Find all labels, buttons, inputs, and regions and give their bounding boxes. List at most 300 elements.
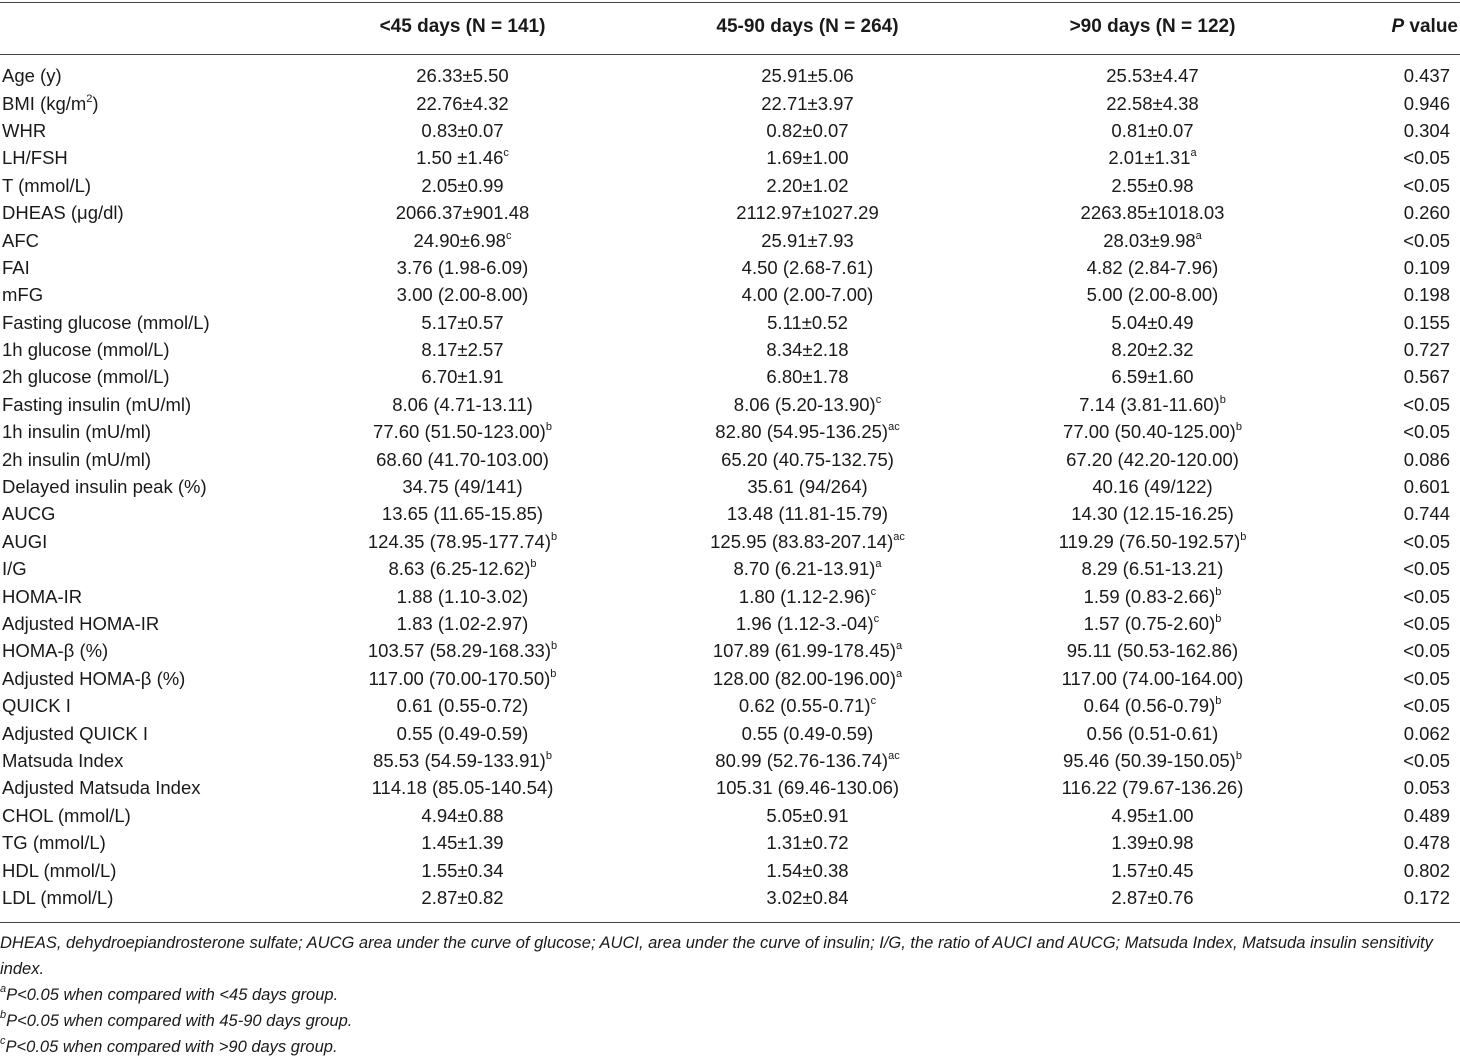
row-label (0, 281, 290, 308)
value-text: 5.05±0.91 (766, 804, 849, 826)
row-label-text: mFG (2, 284, 44, 306)
group3-value (980, 473, 1325, 500)
group2-value (635, 802, 980, 829)
row-label-text: DHEAS (μg/dl) (2, 202, 124, 224)
value-text: 128.00 (82.00-196.00) (712, 667, 896, 689)
group1-value (290, 54, 635, 89)
value-text: 124.35 (78.95-177.74) (367, 530, 551, 552)
value-text: 4.94±0.88 (421, 804, 504, 826)
value-text: 1.31±0.72 (766, 832, 849, 854)
value-text: 117.00 (70.00-170.50) (368, 667, 551, 689)
table-row (0, 363, 1460, 390)
group1-value (290, 172, 635, 199)
table-row (0, 500, 1460, 527)
value-text: 1.50 ±1.46 (416, 147, 504, 169)
footnote-mark: c (0, 1035, 6, 1047)
row-label (0, 555, 290, 582)
value-text: 8.29 (6.51-13.21) (1081, 558, 1224, 580)
row-label (0, 528, 290, 555)
p-value: 0.802 (1403, 859, 1450, 881)
table-row (0, 281, 1460, 308)
p-value: <0.05 (1403, 640, 1450, 662)
significance-mark: c (875, 393, 882, 406)
row-label-text: Adjusted HOMA-IR (2, 613, 160, 634)
header-group1: <45 days (N = 141) (379, 16, 546, 37)
row-label-text: Adjusted HOMA-β (%) (2, 667, 186, 689)
row-label (0, 117, 290, 144)
significance-mark: a (1190, 147, 1197, 160)
value-text: 125.95 (83.83-207.14) (710, 530, 894, 552)
group3-value (980, 884, 1325, 911)
value-text: 5.00 (2.00-8.00) (1086, 284, 1219, 306)
value-text: 34.75 (49/141) (402, 476, 523, 498)
value-text: 22.58±4.38 (1106, 92, 1199, 114)
row-label-text: LDL (mmol/L) (2, 886, 114, 908)
label-suffix: ) (92, 92, 99, 114)
group2-value (635, 391, 980, 418)
value-text: 95.46 (50.39-150.05) (1063, 749, 1236, 771)
row-label-text: T (mmol/L) (2, 174, 92, 196)
table-row (0, 747, 1460, 774)
value-text: 3.00 (2.00-8.00) (396, 284, 529, 306)
value-text: 1.39±0.98 (1111, 832, 1194, 854)
significance-mark: b (1235, 421, 1242, 434)
row-label-text: Fasting glucose (mmol/L) (2, 311, 210, 333)
footnote-mark: b (0, 1009, 7, 1021)
table-row (0, 54, 1460, 89)
value-text: 3.76 (1.98-6.09) (396, 256, 529, 278)
group2-value (635, 445, 980, 472)
row-label-text: 2h glucose (mmol/L) (2, 366, 170, 388)
p-value: 0.062 (1403, 722, 1450, 744)
value-text: 80.99 (52.76-136.74) (715, 749, 889, 771)
value-text: 14.30 (12.15-16.25) (1071, 503, 1234, 525)
value-text: 6.80±1.78 (766, 366, 849, 388)
value-text: 8.17±2.57 (421, 339, 504, 361)
value-text: 67.20 (42.20-120.00) (1066, 448, 1239, 470)
value-text: 95.11 (50.53-162.86) (1066, 640, 1239, 662)
row-label (0, 884, 290, 911)
row-label (0, 254, 290, 281)
group2-value (635, 884, 980, 911)
group3-value (980, 254, 1325, 281)
table-row (0, 226, 1460, 253)
p-value: 0.155 (1403, 311, 1450, 333)
p-value: <0.05 (1403, 147, 1450, 169)
value-text: 5.11±0.52 (767, 311, 848, 333)
row-label-text: Adjusted Matsuda Index (2, 777, 201, 799)
significance-mark: ac (893, 530, 905, 543)
value-text: 0.55 (0.49-0.59) (741, 722, 874, 744)
group3-value (980, 281, 1325, 308)
table-row (0, 473, 1460, 500)
p-value: <0.05 (1403, 421, 1450, 443)
table-row (0, 528, 1460, 555)
value-text: 8.34±2.18 (766, 339, 849, 361)
row-label-text: Matsuda Index (2, 749, 124, 771)
value-text: 8.06 (5.20-13.90) (733, 393, 876, 415)
significance-mark: b (1235, 749, 1242, 762)
value-text: 4.82 (2.84-7.96) (1086, 256, 1219, 278)
value-text: 6.59±1.60 (1111, 366, 1194, 388)
value-text: 2.01±1.31 (1108, 147, 1191, 169)
p-value: 0.601 (1403, 476, 1450, 498)
group3-value (980, 309, 1325, 336)
value-text: 7.14 (3.81-11.60) (1079, 393, 1220, 415)
table-row (0, 445, 1460, 472)
row-label (0, 54, 290, 89)
group1-value (290, 473, 635, 500)
row-label (0, 500, 290, 527)
group3-value (980, 418, 1325, 445)
value-text: 25.91±7.93 (761, 229, 854, 251)
p-value: <0.05 (1403, 585, 1450, 607)
table-row (0, 144, 1460, 171)
row-label-text: 1h glucose (mmol/L) (2, 339, 170, 361)
row-label-text: Delayed insulin peak (%) (2, 476, 207, 498)
significance-mark: c (503, 147, 509, 160)
row-label (0, 226, 290, 253)
group2-value (635, 665, 980, 692)
group3-value (980, 582, 1325, 609)
group1-value (290, 774, 635, 801)
value-text: 2263.85±1018.03 (1080, 202, 1225, 224)
p-value: 0.567 (1403, 366, 1450, 388)
value-text: 82.80 (54.95-136.25) (715, 421, 889, 443)
value-text: 2066.37±901.48 (395, 202, 530, 224)
group2-value (635, 473, 980, 500)
row-label-text: LH/FSH (2, 147, 68, 169)
value-text: 68.60 (41.70-103.00) (376, 448, 549, 470)
row-label-text: FAI (2, 256, 30, 278)
group1-value (290, 281, 635, 308)
group3-value (980, 199, 1325, 226)
value-text: 13.48 (11.81-15.79) (726, 503, 889, 525)
header-group3: >90 days (N = 122) (1069, 16, 1236, 37)
group3-value (980, 856, 1325, 883)
row-label (0, 336, 290, 363)
group3-value (980, 226, 1325, 253)
group3-value (980, 719, 1325, 746)
significance-mark: b (1240, 530, 1247, 543)
p-value: <0.05 (1403, 695, 1450, 717)
group3-value (980, 363, 1325, 390)
value-text: 0.83±0.07 (421, 119, 504, 141)
footnote-text: P<0.05 when compared with >90 days group. (5, 1038, 338, 1056)
group3-value (980, 802, 1325, 829)
row-label (0, 418, 290, 445)
value-text: 2.87±0.76 (1111, 886, 1194, 908)
group1-value (290, 254, 635, 281)
value-text: 5.17±0.57 (421, 311, 504, 333)
row-label (0, 391, 290, 418)
footnote-abbreviations: DHEAS, dehydroepiandrosterone sulfate; AUCG area under the curve of glucose; AUCI, area under the curve of insulin; I/G, the ratio of AUCI and AUCG; Matsuda Index, Matsuda insulin sensitivity index. (0, 934, 1433, 978)
significance-mark: a (895, 640, 903, 653)
value-text: 26.33±5.50 (416, 65, 509, 87)
value-text: 8.70 (6.21-13.91) (733, 558, 876, 580)
group2-value (635, 336, 980, 363)
group1-value (290, 144, 635, 171)
row-label (0, 747, 290, 774)
significance-mark: c (505, 229, 512, 242)
table-row (0, 637, 1460, 664)
p-value: <0.05 (1403, 174, 1450, 196)
p-value: <0.05 (1403, 667, 1450, 689)
value-text: 103.57 (58.29-168.33) (367, 640, 551, 662)
group1-value (290, 637, 635, 664)
significance-mark: a (1195, 229, 1202, 242)
p-value: <0.05 (1403, 229, 1450, 251)
group2-value (635, 747, 980, 774)
p-suffix: value (1404, 16, 1458, 37)
value-text: 2.05±0.99 (421, 174, 504, 196)
table-row (0, 719, 1460, 746)
p-value: 0.489 (1403, 804, 1450, 826)
group2-value (635, 637, 980, 664)
value-text: 0.81±0.07 (1111, 119, 1194, 141)
group1-value (290, 418, 635, 445)
row-label-text: Fasting insulin (mU/ml) (2, 393, 192, 415)
row-label-text: 1h insulin (mU/ml) (2, 421, 152, 443)
value-text: 117.00 (74.00-164.00) (1061, 667, 1244, 689)
p-value: 0.086 (1403, 448, 1450, 470)
group1-value (290, 336, 635, 363)
label-superscript: 2 (86, 92, 93, 105)
footnote-text: P<0.05 when compared with 45-90 days group. (6, 1012, 353, 1030)
value-text: 107.89 (61.99-178.45) (712, 640, 896, 662)
value-text: 8.20±2.32 (1111, 339, 1194, 361)
group1-value (290, 665, 635, 692)
group1-value (290, 802, 635, 829)
group2-value (635, 89, 980, 116)
row-label-text: AFC (2, 229, 39, 251)
value-text: 24.90±6.98 (413, 229, 506, 251)
group2-value (635, 500, 980, 527)
row-label-text: HOMA-IR (2, 585, 83, 607)
value-text: 0.62 (0.55-0.71) (738, 695, 871, 717)
value-text: 1.88 (1.10-3.02) (396, 585, 529, 607)
value-text: 0.56 (0.51-0.61) (1086, 722, 1219, 744)
group2-value (635, 363, 980, 390)
row-label (0, 692, 290, 719)
value-text: 1.83 (1.02-2.97) (396, 613, 529, 634)
group2-value (635, 199, 980, 226)
value-text: 116.22 (79.67-136.26) (1061, 777, 1244, 799)
value-text: 0.55 (0.49-0.59) (396, 722, 529, 744)
p-value: 0.198 (1403, 284, 1450, 306)
footnote-a (0, 982, 1460, 1008)
group2-value (635, 692, 980, 719)
header-group2: 45-90 days (N = 264) (716, 16, 899, 37)
group3-value (980, 747, 1325, 774)
significance-mark: a (895, 667, 903, 680)
value-text: 5.04±0.49 (1111, 311, 1194, 333)
table-row (0, 555, 1460, 582)
p-value: 0.109 (1403, 256, 1450, 278)
significance-mark: b (1215, 613, 1222, 625)
p-value: <0.05 (1403, 749, 1450, 771)
group3-value (980, 391, 1325, 418)
group1-value (290, 445, 635, 472)
p-value: 0.304 (1403, 119, 1450, 141)
p-value: 0.437 (1403, 65, 1450, 87)
p-value: <0.05 (1403, 613, 1450, 634)
group2-value (635, 856, 980, 883)
value-text: 0.82±0.07 (766, 119, 849, 141)
row-label-text: 2h insulin (mU/ml) (2, 448, 152, 470)
group1-value (290, 692, 635, 719)
group1-value (290, 856, 635, 883)
group2-value (635, 144, 980, 171)
group2-value (635, 309, 980, 336)
table-row (0, 774, 1460, 801)
value-text: 2.20±1.02 (766, 174, 849, 196)
row-label (0, 309, 290, 336)
group3-value (980, 54, 1325, 89)
value-text: 65.20 (40.75-132.75) (721, 448, 894, 470)
group3-value (980, 172, 1325, 199)
row-label (0, 172, 290, 199)
value-text: 1.57 (0.75-2.60) (1083, 613, 1216, 634)
significance-mark: b (550, 667, 557, 680)
row-label (0, 829, 290, 856)
row-label (0, 89, 290, 116)
group1-value (290, 391, 635, 418)
p-value: 0.727 (1403, 339, 1450, 361)
value-text: 114.18 (85.05-140.54) (371, 777, 554, 799)
footnote-b (0, 1008, 1460, 1034)
value-text: 1.57±0.45 (1111, 859, 1194, 881)
significance-mark: b (550, 640, 558, 653)
p-letter: P (1391, 16, 1405, 37)
group3-value (980, 692, 1325, 719)
footnotes (0, 930, 1460, 1060)
bottom-rule (0, 922, 1460, 923)
header-row (0, 0, 1460, 54)
value-text: 6.70±1.91 (421, 366, 504, 388)
value-text: 22.71±3.97 (761, 92, 854, 114)
value-text: 0.64 (0.56-0.79) (1083, 695, 1216, 717)
group3-value (980, 117, 1325, 144)
significance-mark: c (870, 695, 877, 708)
value-text: 3.02±0.84 (766, 886, 849, 908)
group1-value (290, 829, 635, 856)
group3-value (980, 610, 1325, 637)
table-row (0, 692, 1460, 719)
value-text: 1.45±1.39 (421, 832, 504, 854)
value-text: 13.65 (11.65-15.85) (381, 503, 544, 525)
table-row (0, 391, 1460, 418)
table-row (0, 884, 1460, 911)
value-text: 2112.97±1027.29 (736, 202, 879, 224)
group1-value (290, 555, 635, 582)
table-row (0, 829, 1460, 856)
group2-value (635, 226, 980, 253)
footnote-mark: a (0, 983, 7, 995)
table-row (0, 89, 1460, 116)
significance-mark: b (1215, 695, 1222, 708)
group3-value (980, 637, 1325, 664)
table-row (0, 856, 1460, 883)
group3-value (980, 144, 1325, 171)
group3-value (980, 829, 1325, 856)
group3-value (980, 336, 1325, 363)
header-p-value (1325, 0, 1460, 54)
table-body (0, 54, 1460, 911)
significance-mark: b (1215, 585, 1222, 598)
group2-value (635, 774, 980, 801)
group3-value (980, 774, 1325, 801)
group1-value (290, 719, 635, 746)
row-label (0, 856, 290, 883)
significance-mark: b (550, 530, 558, 543)
group1-value (290, 89, 635, 116)
significance-mark: c (873, 613, 880, 625)
group2-value (635, 610, 980, 637)
row-label-text: I/G (2, 558, 27, 580)
row-label-text: TG (mmol/L) (2, 832, 106, 854)
value-text: 35.61 (94/264) (747, 476, 868, 498)
footnote-c (0, 1034, 1460, 1060)
value-text: 8.06 (4.71-13.11) (392, 393, 533, 415)
significance-mark: b (1219, 393, 1226, 406)
group2-value (635, 54, 980, 89)
table-row (0, 610, 1460, 637)
header-variable (0, 0, 290, 54)
p-value: 0.172 (1403, 886, 1450, 908)
group2-value (635, 555, 980, 582)
group1-value (290, 747, 635, 774)
value-text: 1.96 (1.12-3.-04) (735, 613, 874, 634)
group3-value (980, 445, 1325, 472)
significance-mark: ac (888, 749, 900, 762)
table-row (0, 117, 1460, 144)
group1-value (290, 117, 635, 144)
group1-value (290, 363, 635, 390)
row-label-text: HOMA-β (%) (2, 640, 109, 662)
table-row (0, 418, 1460, 445)
value-text: 28.03±9.98 (1103, 229, 1196, 251)
group2-value (635, 528, 980, 555)
group2-value (635, 172, 980, 199)
group1-value (290, 500, 635, 527)
group3-value (980, 500, 1325, 527)
table-row (0, 309, 1460, 336)
group2-value (635, 719, 980, 746)
value-text: 8.63 (6.25-12.62) (388, 558, 531, 580)
group1-value (290, 582, 635, 609)
group2-value (635, 418, 980, 445)
value-text: 1.59 (0.83-2.66) (1083, 585, 1216, 607)
row-label (0, 445, 290, 472)
value-text: 119.29 (76.50-192.57) (1058, 530, 1241, 552)
table-row (0, 582, 1460, 609)
p-value: <0.05 (1403, 558, 1450, 580)
group2-value (635, 582, 980, 609)
value-text: 77.00 (50.40-125.00) (1063, 421, 1236, 443)
value-text: 25.91±5.06 (761, 65, 854, 87)
row-label-text: Age (y) (2, 65, 62, 87)
value-text: 1.80 (1.12-2.96) (738, 585, 871, 607)
group1-value (290, 199, 635, 226)
table-row (0, 172, 1460, 199)
table-row (0, 199, 1460, 226)
significance-mark: c (870, 585, 877, 598)
value-text: 105.31 (69.46-130.06) (715, 777, 900, 799)
row-label-text: QUICK I (2, 695, 71, 717)
value-text: 40.16 (49/122) (1092, 476, 1213, 498)
value-text: 2.55±0.98 (1111, 174, 1194, 196)
